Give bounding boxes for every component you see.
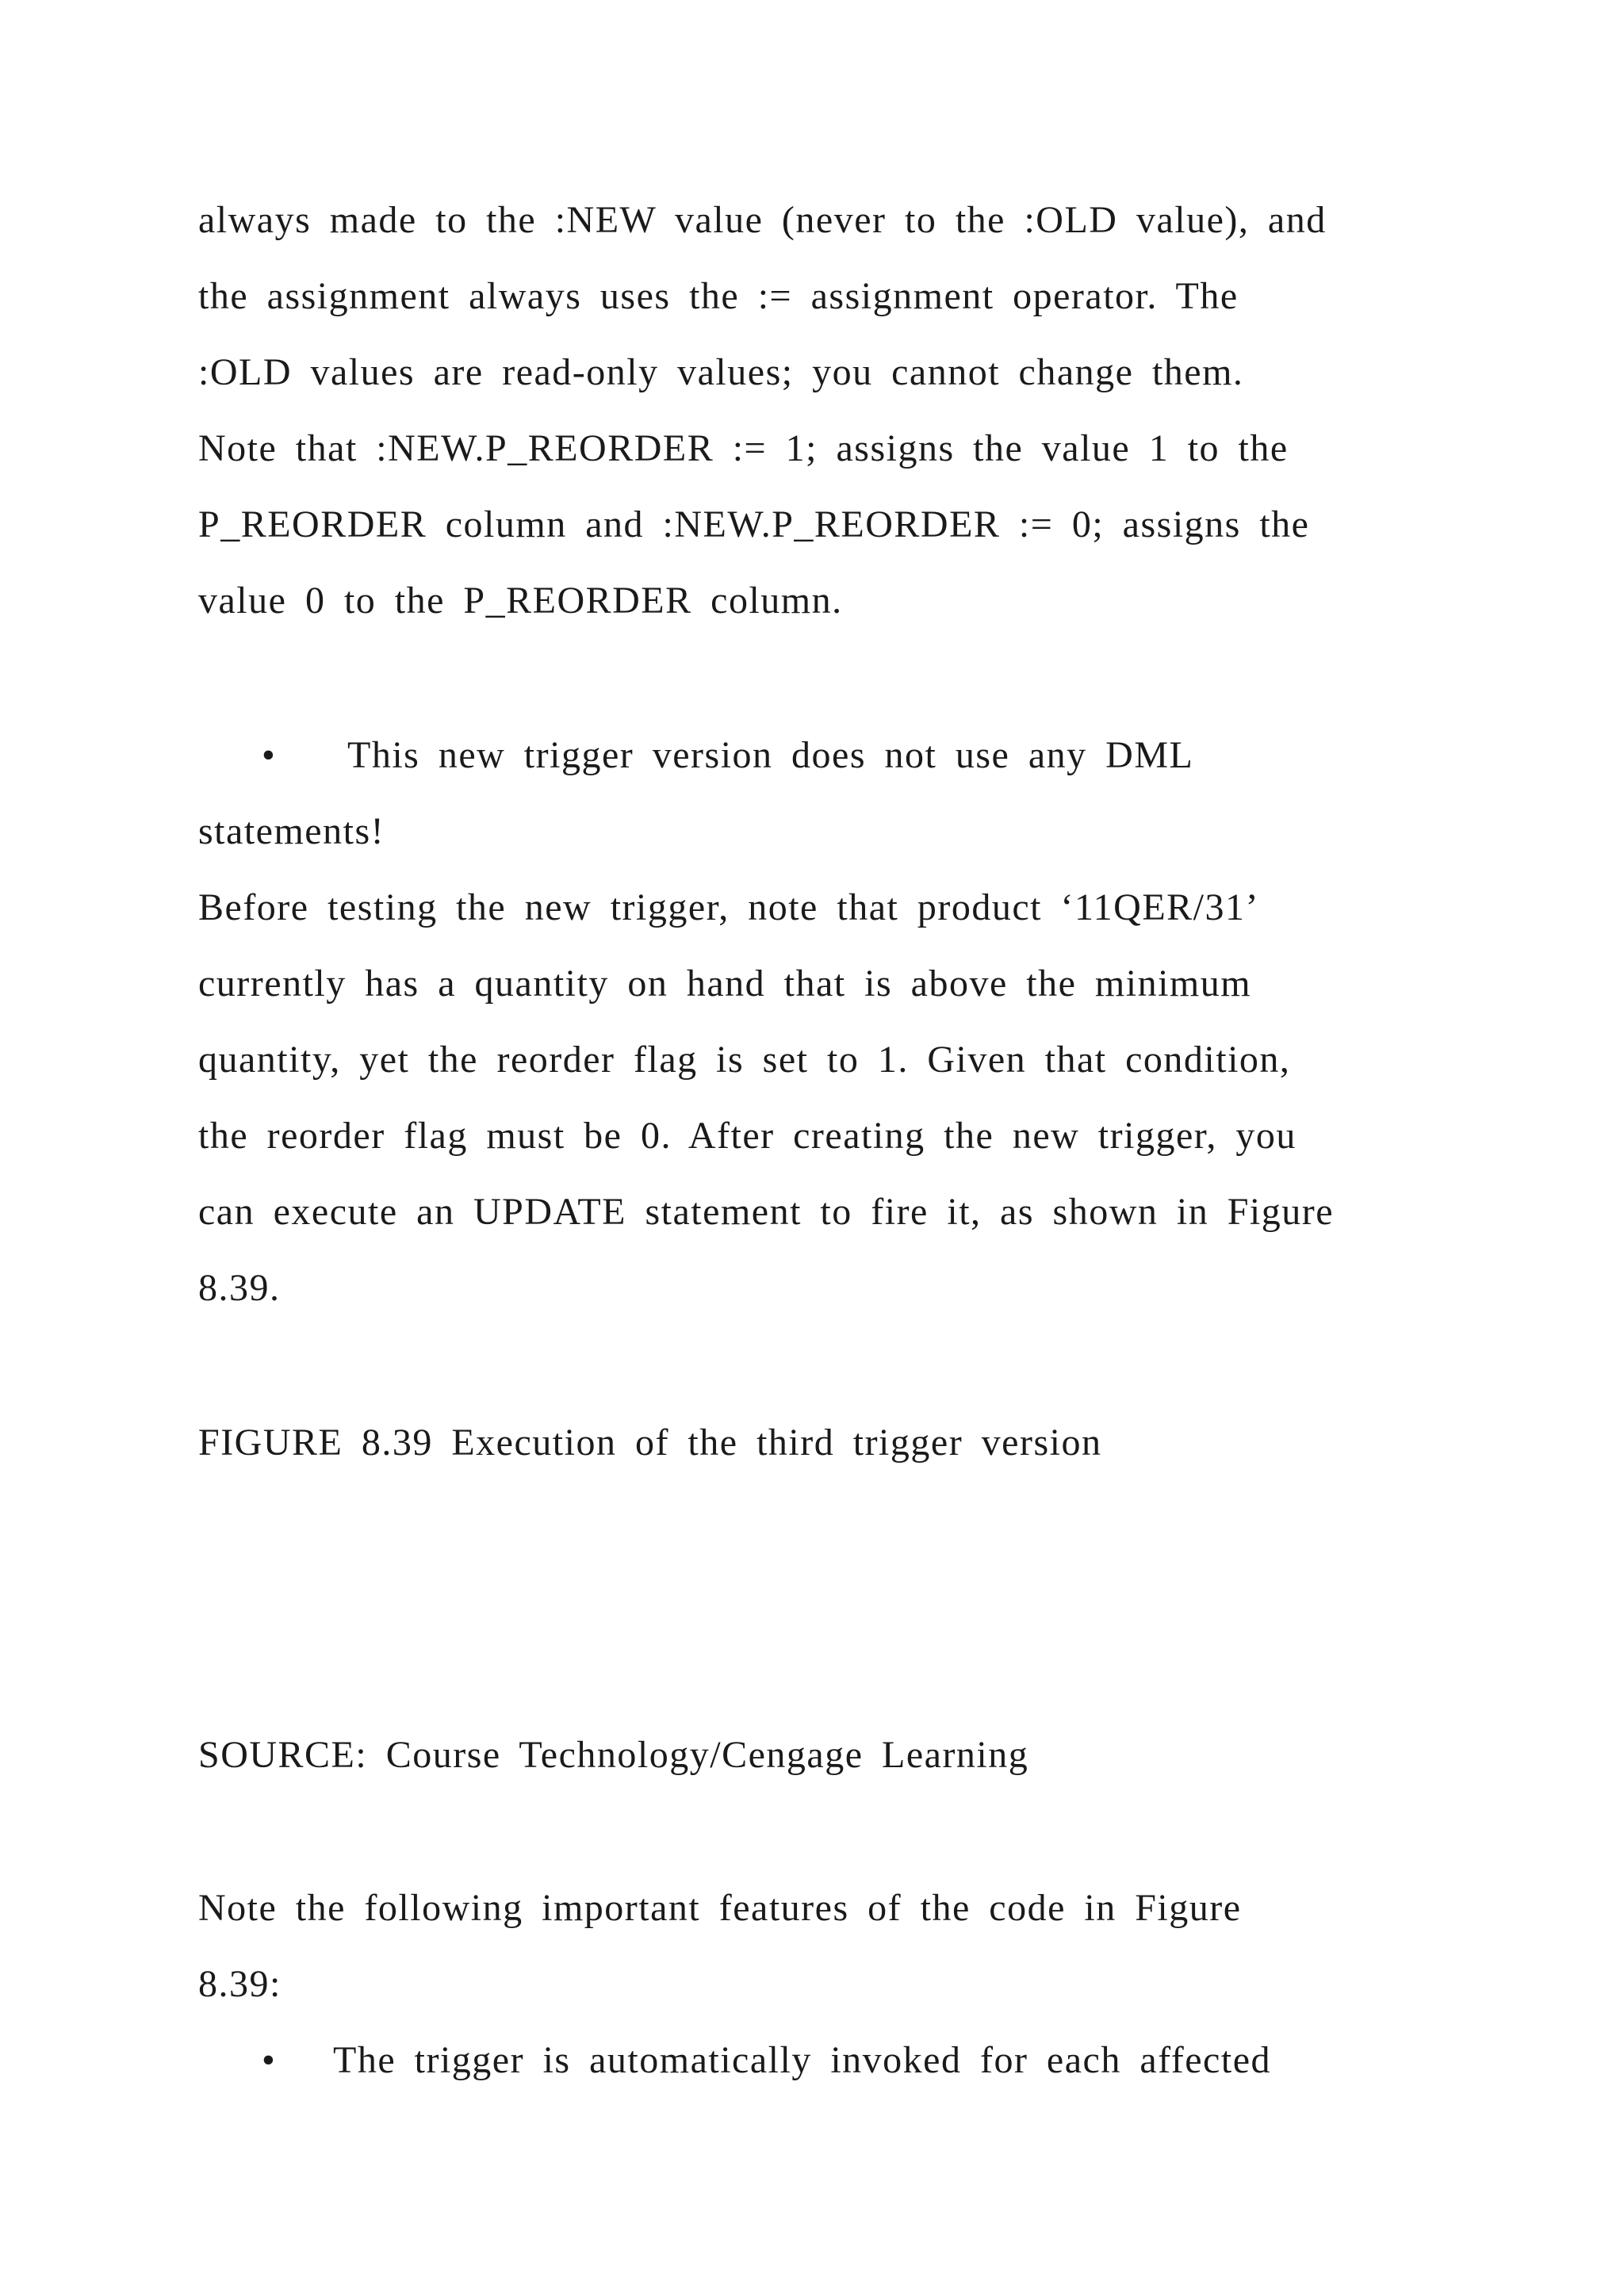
bullet-text-line: This new trigger version does not use any DML [347,734,1194,776]
figure-source: SOURCE: Course Technology/Cengage Learning [198,1734,1029,1776]
paragraph-line: P_REORDER column and :NEW.P_REORDER := 0; assigns the [198,503,1310,545]
paragraph-line: the reorder flag must be 0. After creating the new trigger, you [198,1115,1297,1157]
paragraph-line: Note that :NEW.P_REORDER := 1; assigns the value 1 to the [198,427,1289,469]
paragraph-line: :OLD values are read-only values; you cannot change them. [198,351,1244,393]
paragraph-line: quantity, yet the reorder flag is set to 1. Given that condition, [198,1039,1291,1081]
bullet-text-line: statements! [198,810,385,852]
paragraph-line: the assignment always uses the := assignment operator. The [198,275,1239,317]
paragraph-line: Note the following important features of the code in Figure [198,1887,1242,1929]
bullet-icon: • [262,734,277,776]
paragraph-line: Before testing the new trigger, note that product ‘11QER/31’ [198,886,1259,928]
paragraph-line: can execute an UPDATE statement to fire it, as shown in Figure [198,1191,1335,1233]
bullet-icon: • [262,2039,277,2081]
paragraph-line: 8.39. [198,1267,281,1309]
paragraph-line: 8.39: [198,1963,282,2005]
bullet-text-line: The trigger is automatically invoked for each affected [333,2039,1271,2081]
paragraph-line: value 0 to the P_REORDER column. [198,580,843,622]
paragraph-line: always made to the :NEW value (never to the :OLD value), and [198,199,1327,241]
figure-caption: FIGURE 8.39 Execution of the third trigger version [198,1422,1102,1464]
paragraph-line: currently has a quantity on hand that is above the minimum [198,962,1252,1004]
